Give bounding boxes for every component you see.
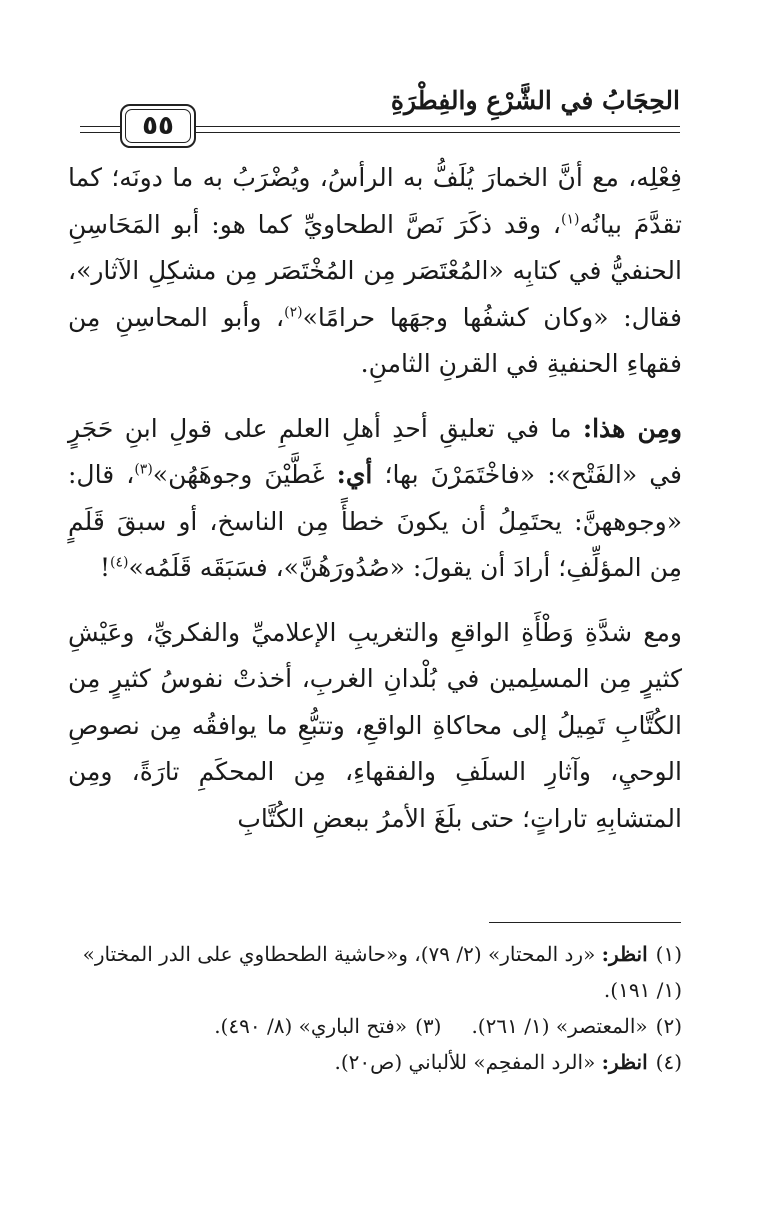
- footnote-4: [68, 1044, 682, 1080]
- running-title: الحِجَابُ في الشَّرْعِ والفِطْرَةِ: [390, 86, 680, 115]
- text-run: غَطَّيْنَ وجوهَهُن»: [152, 460, 337, 489]
- footnote-ref: (٣): [134, 461, 153, 478]
- footnote-text: «الرد المفحِم» للألباني (ص٢٠).: [334, 1050, 602, 1074]
- page-number: ٥٥: [142, 111, 174, 141]
- text-run: ومع شدَّةِ وَطْأَةِ الواقعِ والتغريبِ الإعلاميِّ والفكريِّ، وعَيْشِ كثيرٍ مِن المسلِمين في بُلْدانِ الغربِ، أخذتْ نفوسُ كثيرٍ مِن الكُتَّابِ تَمِيلُ إلى محاكاةِ الواقعِ، وتتبُّعِ ما يوافقُه مِن نصوصِ الوحيِ، وآثارِ السلَفِ والفقهاءِ، مِن المحكَمِ تارَةً، ومِن المتشابِهِ تاراتٍ؛ حتى بلَغَ الأمرُ ببعضِ الكُتَّابِ: [68, 617, 682, 833]
- footnote-number: (٤): [655, 1050, 682, 1074]
- text-run: فِعْلِه، مع أنَّ الخمارَ يُلَفُّ به الرأسُ، ويُضْرَبُ به ما دونَه؛ كما تقدَّمَ بيانُه: [68, 163, 682, 239]
- text-run: ، قال: «وجوههنَّ: يحتَمِلُ أن يكونَ خطأً مِن الناسخ، أو سبقَ قَلَمٍ مِن المؤلِّفِ؛ أرادَ أن يقولَ: «صُدُورَهُنَّ»، فسَبَقَه قَلَمُه»: [68, 460, 682, 582]
- footnote-3: [214, 1008, 441, 1044]
- footnote-label: انظر:: [601, 942, 648, 966]
- footnote-number: (١): [655, 942, 682, 966]
- footnote-2: [471, 1008, 682, 1044]
- footnote-text: «المعتصر» (١/ ٢٦١).: [471, 1014, 648, 1038]
- footnote-row: [68, 1008, 682, 1044]
- page-number-frame: [120, 104, 196, 148]
- footnotes: [68, 936, 682, 1080]
- footnote-1: [68, 936, 682, 1008]
- page-header: [80, 86, 680, 146]
- paragraph: [68, 610, 682, 843]
- footnote-text: «فتح الباري» (٨/ ٤٩٠).: [214, 1014, 408, 1038]
- footnote-ref: (٤): [110, 554, 129, 571]
- paragraph: [68, 406, 682, 592]
- text-run: ، وقد ذكَرَ نَصَّ الطحاويِّ كما هو: أبو المَحَاسِنِ الحنفيُّ في كتابِه «المُعْتَصَر مِن المُخْتَصَر مِن مشكِلِ الآثار»، فقال: «وكان كشفُها وجهَها حرامًا»: [68, 209, 682, 332]
- footnote-ref: (٢): [284, 304, 303, 321]
- footnote-number: (٣): [415, 1014, 442, 1038]
- text-run: ، وأبو المحاسِنِ مِن فقهاءِ الحنفيةِ في القرنِ الثامنِ.: [68, 302, 682, 378]
- footnote-number: (٢): [655, 1014, 682, 1038]
- bold-lead: أي:: [336, 460, 373, 489]
- text-run: ما في تعليقِ أحدِ أهلِ العلمِ على قولِ ابنِ حَجَرٍ في «الفَتْح»: «فاخْتَمَرْنَ بها؛: [68, 413, 682, 489]
- bold-lead: ومِن هذا:: [582, 413, 682, 443]
- footnote-text: «رد المحتار» (٢/ ٧٩)، و«حاشية الطحطاوي على الدر المختار» (١/ ١٩١).: [82, 942, 682, 1002]
- main-text: [68, 155, 682, 842]
- footnote-separator: [489, 922, 681, 923]
- text-run: !: [99, 553, 110, 582]
- paragraph: [68, 155, 682, 388]
- footnote-label: انظر:: [601, 1050, 648, 1074]
- footnote-ref: (١): [560, 211, 580, 228]
